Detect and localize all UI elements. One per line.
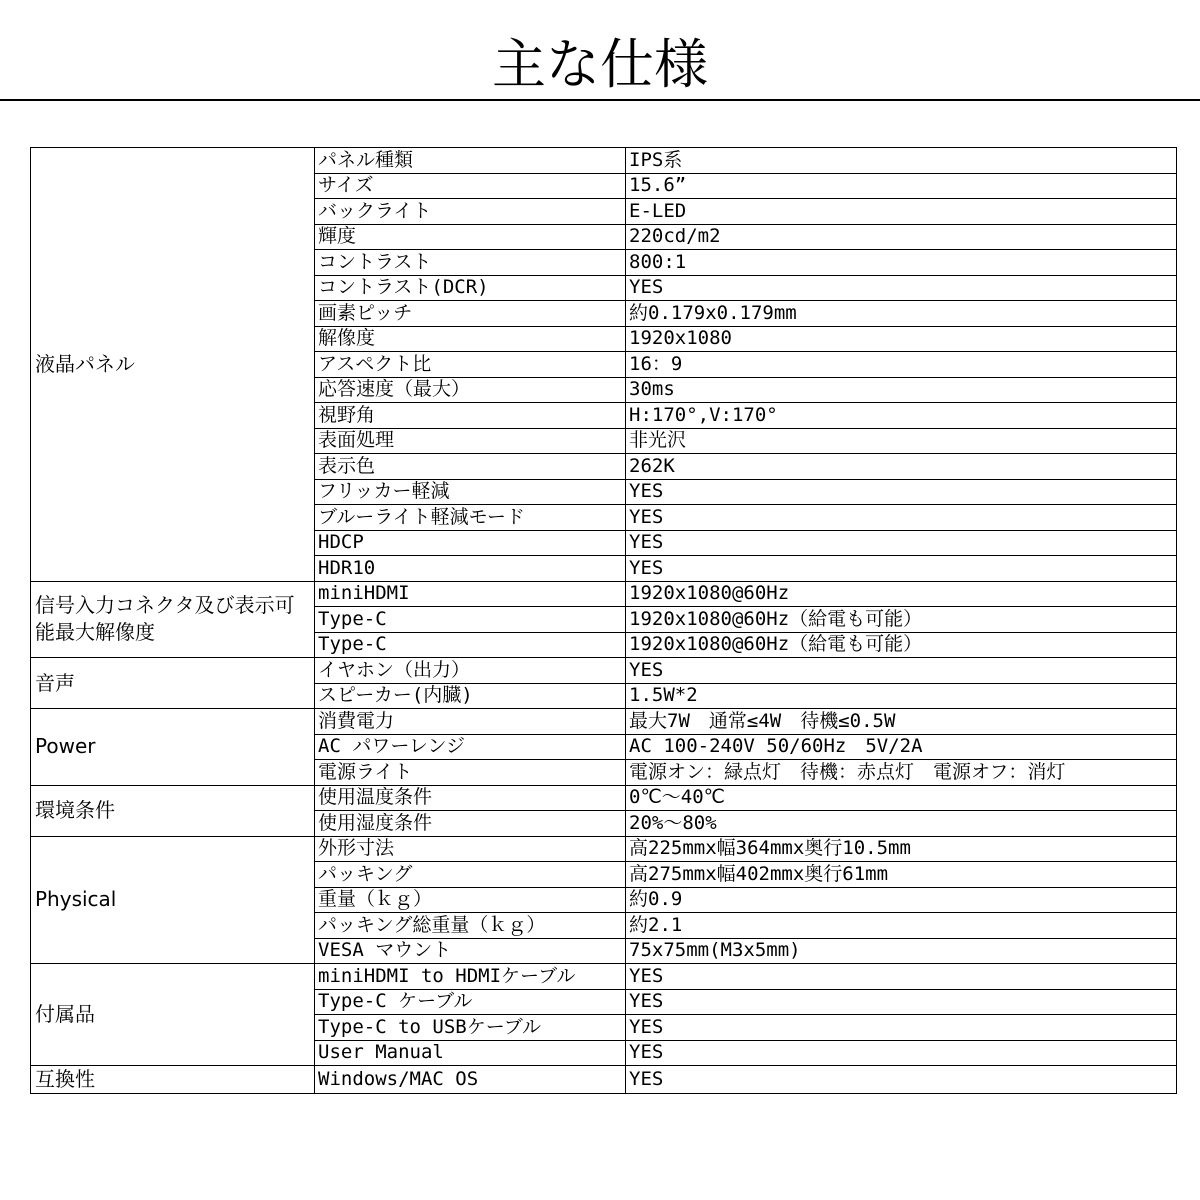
spec-label: バックライト [315, 199, 626, 225]
title-divider [0, 99, 1200, 101]
spec-label: VESA マウント [315, 938, 626, 964]
spec-label: 重量（ｋｇ） [315, 887, 626, 913]
spec-label: miniHDMI to HDMIケーブル [315, 964, 626, 990]
spec-value: YES [626, 1066, 1177, 1094]
spec-value: IPS系 [626, 148, 1177, 174]
spec-category: 音声 [31, 658, 315, 709]
spec-value: 800:1 [626, 250, 1177, 276]
spec-value: YES [626, 989, 1177, 1015]
spec-value: 30ms [626, 377, 1177, 403]
spec-value: 非光沢 [626, 428, 1177, 454]
spec-category: 互換性 [31, 1066, 315, 1094]
spec-value: 1920x1080 [626, 326, 1177, 352]
spec-label: 外形寸法 [315, 836, 626, 862]
spec-value: 15.6” [626, 173, 1177, 199]
spec-value: YES [626, 505, 1177, 531]
spec-label: 応答速度（最大） [315, 377, 626, 403]
spec-value: 電源オン：緑点灯 待機：赤点灯 電源オフ：消灯 [626, 760, 1177, 786]
spec-category: 環境条件 [31, 785, 315, 836]
spec-table [30, 147, 1177, 1094]
spec-table-body [31, 148, 1177, 1094]
spec-value: AC 100-240V 50/60Hz 5V/2A [626, 734, 1177, 760]
spec-value: YES [626, 556, 1177, 582]
spec-label: アスペクト比 [315, 352, 626, 378]
spec-row [31, 581, 1177, 607]
spec-value: YES [626, 1015, 1177, 1041]
spec-label: コントラスト [315, 250, 626, 276]
spec-category: Physical [31, 836, 315, 964]
spec-label: パネル種類 [315, 148, 626, 174]
spec-label: miniHDMI [315, 581, 626, 607]
spec-label: フリッカー軽減 [315, 479, 626, 505]
spec-label: 表面処理 [315, 428, 626, 454]
spec-label: 消費電力 [315, 709, 626, 735]
spec-value: 220cd/m2 [626, 224, 1177, 250]
page-title: 主な仕様 [492, 33, 708, 96]
spec-label: 使用温度条件 [315, 785, 626, 811]
spec-label: 表示色 [315, 454, 626, 480]
spec-label: 画素ピッチ [315, 301, 626, 327]
spec-value: YES [626, 1040, 1177, 1066]
spec-row [31, 1066, 1177, 1094]
spec-category: 液晶パネル [31, 148, 315, 582]
spec-row [31, 658, 1177, 684]
spec-value: 約0.179x0.179mm [626, 301, 1177, 327]
spec-value: YES [626, 479, 1177, 505]
spec-value: YES [626, 658, 1177, 684]
spec-value: 約2.1 [626, 913, 1177, 939]
spec-label: Type-C [315, 632, 626, 658]
spec-value: YES [626, 964, 1177, 990]
spec-label: ブルーライト軽減モード [315, 505, 626, 531]
spec-value: 高225mmx幅364mmx奥行10.5mm [626, 836, 1177, 862]
spec-label: スピーカー(内臓) [315, 683, 626, 709]
spec-label: HDR10 [315, 556, 626, 582]
spec-value: YES [626, 275, 1177, 301]
spec-label: HDCP [315, 530, 626, 556]
spec-label: Type-C ケーブル [315, 989, 626, 1015]
spec-value: 75x75mm(M3x5mm) [626, 938, 1177, 964]
spec-label: 輝度 [315, 224, 626, 250]
spec-row [31, 964, 1177, 990]
spec-row [31, 709, 1177, 735]
spec-label: サイズ [315, 173, 626, 199]
spec-row [31, 836, 1177, 862]
spec-label: User Manual [315, 1040, 626, 1066]
spec-label: パッキング総重量（ｋｇ） [315, 913, 626, 939]
spec-value: 最大7W 通常≤4W 待機≤0.5W [626, 709, 1177, 735]
spec-row [31, 785, 1177, 811]
spec-row [31, 148, 1177, 174]
spec-category: Power [31, 709, 315, 786]
spec-value: 262K [626, 454, 1177, 480]
spec-label: コントラスト(DCR) [315, 275, 626, 301]
spec-value: 0℃～40℃ [626, 785, 1177, 811]
spec-label: Windows/MAC OS [315, 1066, 626, 1094]
spec-value: 1.5W*2 [626, 683, 1177, 709]
spec-value: 20%～80% [626, 811, 1177, 837]
spec-value: E-LED [626, 199, 1177, 225]
spec-value: 1920x1080@60Hz（給電も可能） [626, 632, 1177, 658]
spec-label: Type-C [315, 607, 626, 633]
spec-value: YES [626, 530, 1177, 556]
spec-label: 解像度 [315, 326, 626, 352]
spec-value: 16：9 [626, 352, 1177, 378]
spec-label: Type-C to USBケーブル [315, 1015, 626, 1041]
spec-label: AC パワーレンジ [315, 734, 626, 760]
spec-value: 1920x1080@60Hz [626, 581, 1177, 607]
spec-value: H:170°,V:170° [626, 403, 1177, 429]
spec-label: パッキング [315, 862, 626, 888]
spec-value: 約0.9 [626, 887, 1177, 913]
spec-category: 付属品 [31, 964, 315, 1066]
spec-label: 電源ライト [315, 760, 626, 786]
spec-value: 1920x1080@60Hz（給電も可能） [626, 607, 1177, 633]
spec-label: イヤホン（出力） [315, 658, 626, 684]
spec-label: 視野角 [315, 403, 626, 429]
spec-value: 高275mmx幅402mmx奥行61mm [626, 862, 1177, 888]
spec-category: 信号入力コネクタ及び表示可能最大解像度 [31, 581, 315, 658]
spec-label: 使用湿度条件 [315, 811, 626, 837]
